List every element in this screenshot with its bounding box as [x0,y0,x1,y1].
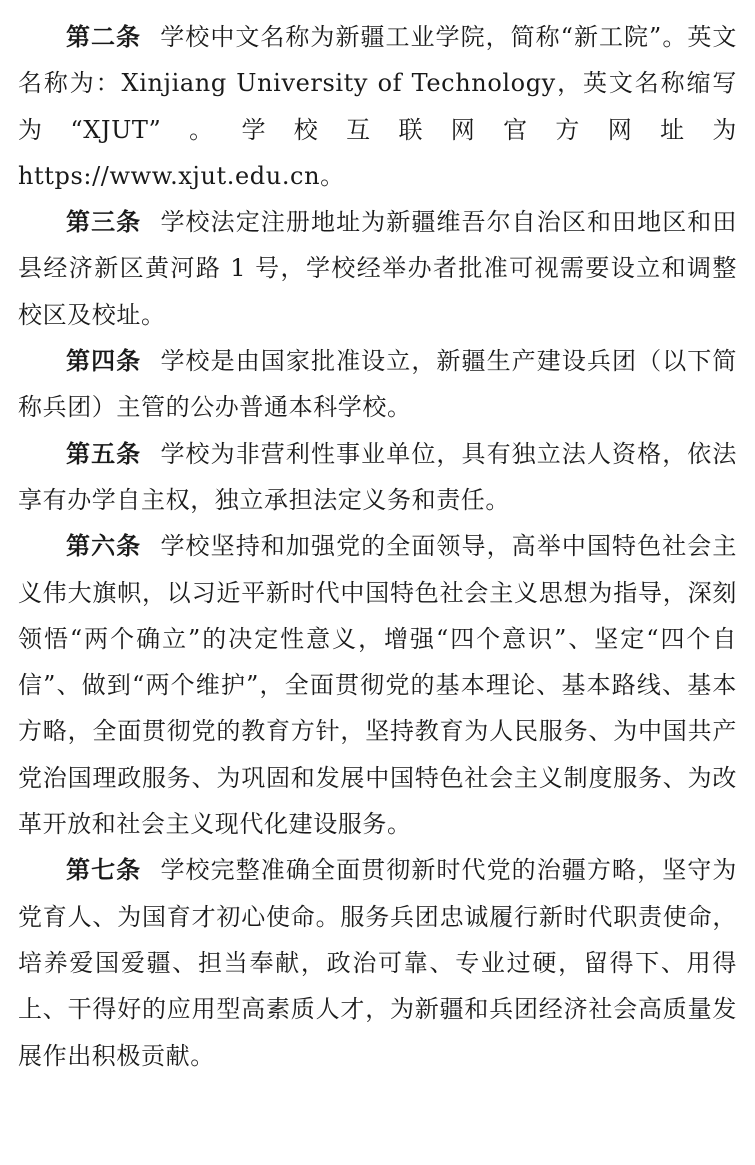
article-2 [18,14,737,199]
article-5 [18,431,737,524]
article-6 [18,523,737,847]
article-text: 学校中文名称为新疆工业学院，简称“新工院”。英文名称为：Xinjiang University of Technology，英文名称缩写为“XJUT”。学校互联网官方网址为 https://www.xjut.edu.cn。 [18,23,737,190]
article-number: 第七条 [66,856,142,885]
article-number: 第五条 [66,439,142,468]
article-number: 第三条 [66,208,142,237]
article-3 [18,199,737,338]
article-text: 学校是由国家批准设立，新疆生产建设兵团（以下简称兵团）主管的公办普通本科学校。 [18,347,737,422]
article-text: 学校为非营利性事业单位，具有独立法人资格，依法享有办学自主权，独立承担法定义务和责任。 [18,439,737,514]
article-7 [18,847,737,1078]
article-text: 学校完整准确全面贯彻新时代党的治疆方略，坚守为党育人、为国育才初心使命。服务兵团忠诚履行新时代职责使命，培养爱国爱疆、担当奉献，政治可靠、专业过硬，留得下、用得上、干得好的应用型高素质人才，为新疆和兵团经济社会高质量发展作出积极贡献。 [18,856,737,1070]
article-number: 第六条 [66,532,142,561]
article-number: 第四条 [66,347,142,376]
article-text: 学校法定注册地址为新疆维吾尔自治区和田地区和田县经济新区黄河路 1 号，学校经举办者批准可视需要设立和调整校区及校址。 [18,208,737,329]
article-4 [18,338,737,431]
article-number: 第二条 [66,23,142,51]
article-text: 学校坚持和加强党的全面领导，高举中国特色社会主义伟大旗帜，以习近平新时代中国特色社会主义思想为指导，深刻领悟“两个确立”的决定性意义，增强“四个意识”、坚定“四个自信”、做到“两个维护”，全面贯彻党的基本理论、基本路线、基本方略，全面贯彻党的教育方针，坚持教育为人民服务、为中国共产党治国理政服务、为巩固和发展中国特色社会主义制度服务、为改革开放和社会主义现代化建设服务。 [18,532,737,839]
